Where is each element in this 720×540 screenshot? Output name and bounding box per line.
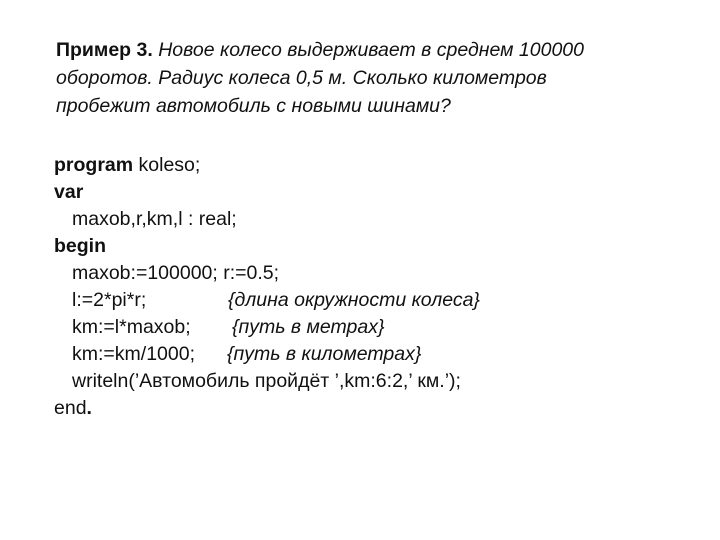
code-line-program xyxy=(54,152,674,179)
task-statement xyxy=(56,36,676,120)
code-line-kilometers xyxy=(54,341,674,368)
keyword-program: program xyxy=(54,154,134,176)
kilometers-statement: km:=km/1000; xyxy=(72,343,196,365)
code-listing xyxy=(54,152,674,422)
code-line-circumference xyxy=(54,287,674,314)
kilometers-comment: {путь в километрах} xyxy=(227,343,422,365)
keyword-end: end xyxy=(54,397,87,419)
code-line-writeln: writeln(’Автомобиль пройдёт ’,km:6:2,’ км.’); xyxy=(72,370,461,392)
keyword-begin: begin xyxy=(54,235,106,257)
task-text-1: Новое колесо выдерживает в среднем 100000 xyxy=(158,39,584,61)
task-line-2: оборотов. Радиус колеса 0,5 м. Сколько километров xyxy=(56,67,547,89)
task-line-3: пробежит автомобиль с новыми шинами? xyxy=(56,95,451,117)
code-line-end xyxy=(54,395,674,422)
code-line-meters xyxy=(54,314,674,341)
task-label: Пример 3. xyxy=(56,39,153,61)
meters-comment: {путь в метрах} xyxy=(232,316,385,338)
task-line-1 xyxy=(56,36,676,64)
program-name: koleso; xyxy=(133,154,201,176)
code-line-assign-values: maxob:=100000; r:=0.5; xyxy=(72,262,280,284)
code-line-var xyxy=(54,179,674,206)
circumference-statement: l:=2*pi*r; xyxy=(72,289,147,311)
circumference-comment: {длина окружности колеса} xyxy=(228,289,480,311)
end-period: . xyxy=(86,397,92,419)
code-line-declarations: maxob,r,km,l : real; xyxy=(72,208,237,230)
meters-statement: km:=l*maxob; xyxy=(72,316,191,338)
code-line-begin xyxy=(54,233,674,260)
keyword-var: var xyxy=(54,181,84,203)
